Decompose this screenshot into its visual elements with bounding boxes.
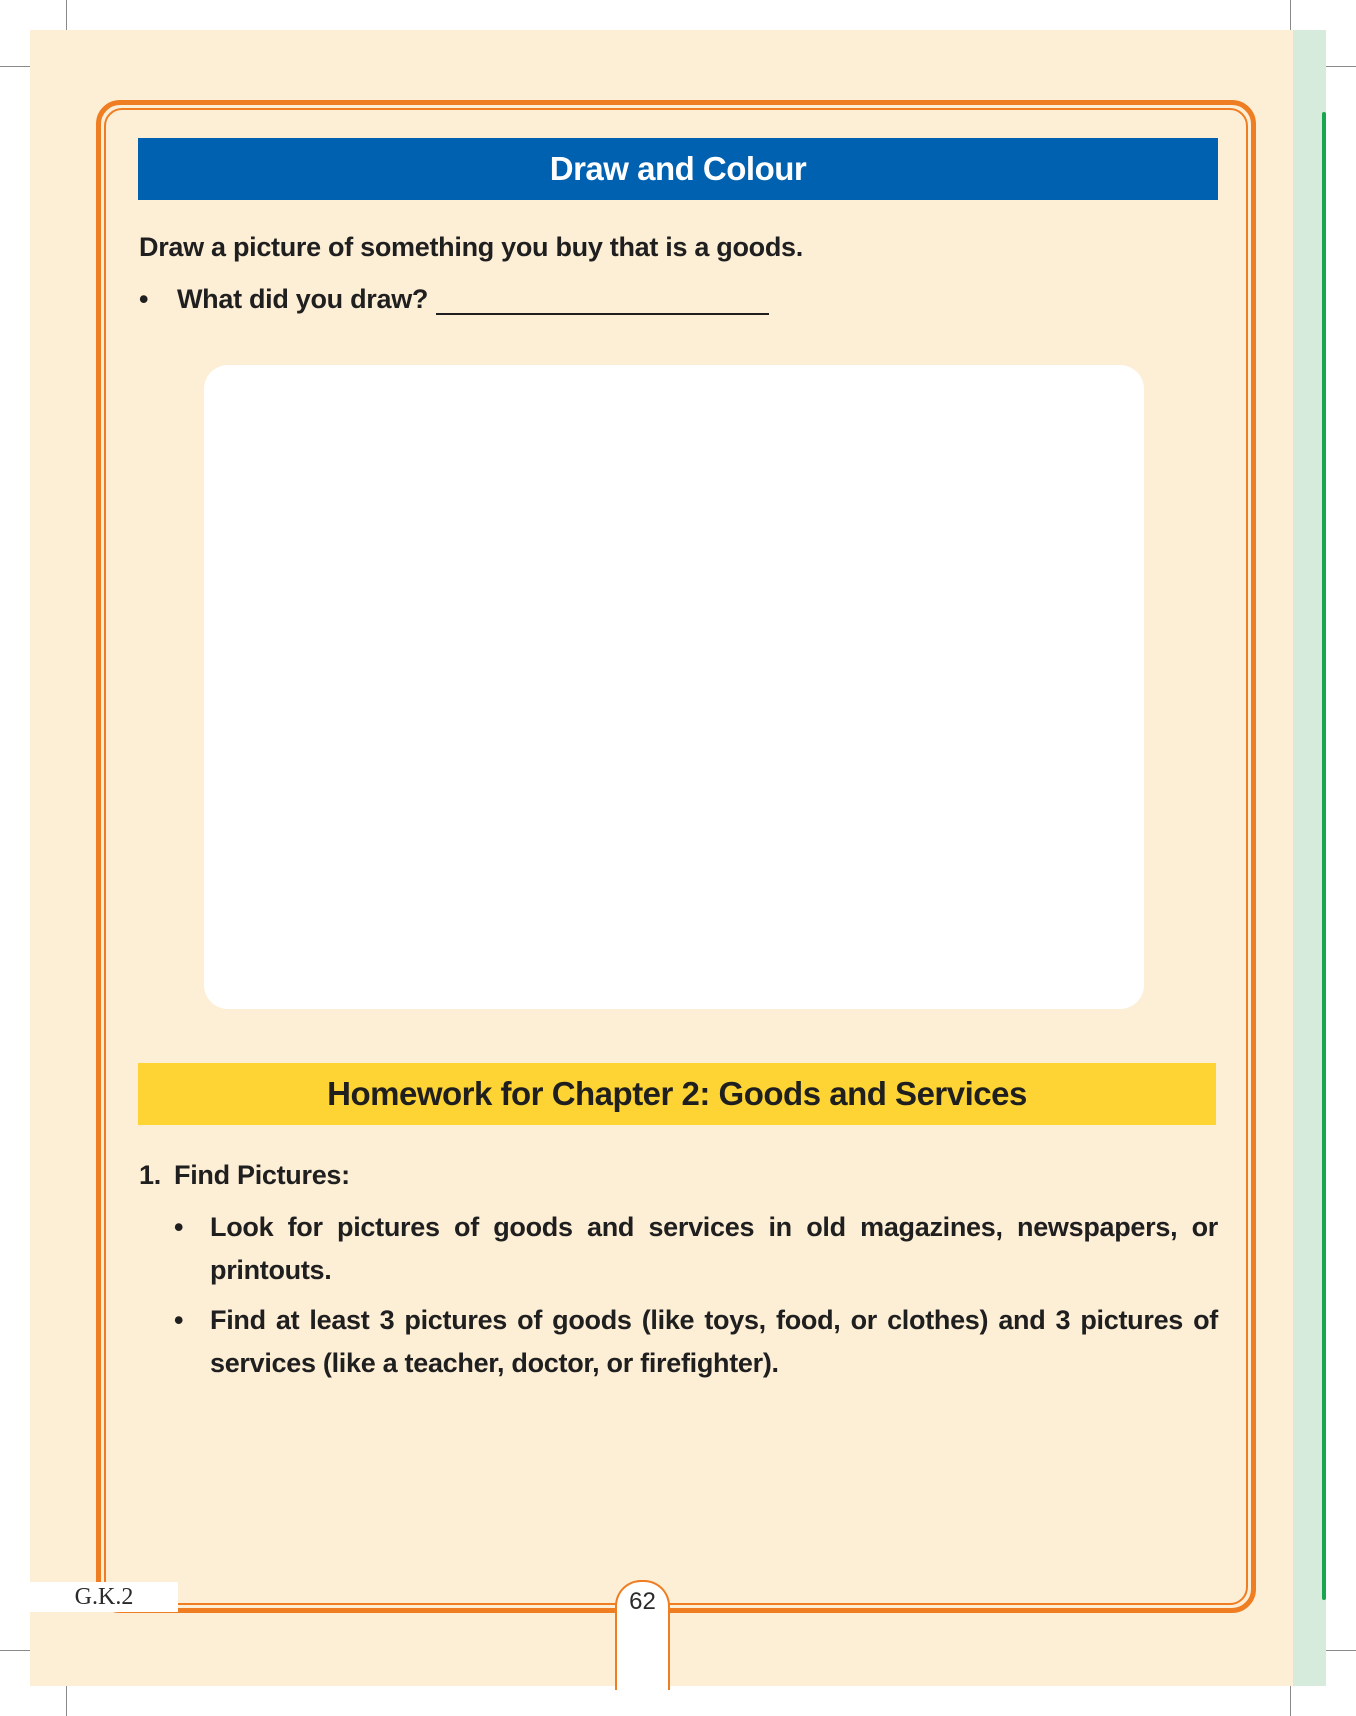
activity-title-banner: [138, 138, 1218, 200]
crop-mark: [66, 1686, 67, 1716]
homework-title-banner: [138, 1063, 1216, 1125]
crop-mark: [0, 66, 30, 67]
bullet: •: [139, 284, 149, 314]
crop-mark: [1290, 0, 1291, 30]
activity-prompt: Draw a picture of something you buy that is a goods.: [139, 232, 803, 262]
task-title: Find Pictures:: [174, 1160, 350, 1190]
bullet: •: [174, 1212, 184, 1242]
bullet: •: [174, 1305, 184, 1335]
crop-mark: [0, 1650, 30, 1651]
side-strip-line: [1322, 112, 1326, 1600]
crop-mark: [66, 0, 67, 30]
crop-mark: [1326, 1650, 1356, 1651]
list-item-text: Look for pictures of goods and services in old magazines, newspapers, or printouts.: [210, 1212, 1218, 1285]
list-item: [174, 1206, 1218, 1292]
activity-title: Draw and Colour: [549, 150, 807, 187]
page-number: 62: [629, 1588, 656, 1615]
answer-line[interactable]: [436, 289, 769, 315]
homework-item-list: [174, 1206, 1218, 1392]
drawing-area[interactable]: [204, 365, 1144, 1009]
list-item-text: Find at least 3 pictures of goods (like toys, food, or clothes) and 3 pictures of services (like a teacher, doctor, or firefighter).: [210, 1305, 1218, 1378]
activity-question: [139, 284, 769, 315]
question-text: What did you draw?: [177, 284, 429, 314]
book-code: G.K.2: [30, 1582, 178, 1612]
crop-mark: [1326, 66, 1356, 67]
task-number: 1.: [139, 1160, 161, 1190]
homework-task-heading: [139, 1160, 350, 1191]
footer-rule: [178, 1609, 618, 1611]
crop-mark: [1290, 1686, 1291, 1716]
list-item: [174, 1299, 1218, 1385]
homework-title: Homework for Chapter 2: Goods and Services: [327, 1075, 1027, 1112]
